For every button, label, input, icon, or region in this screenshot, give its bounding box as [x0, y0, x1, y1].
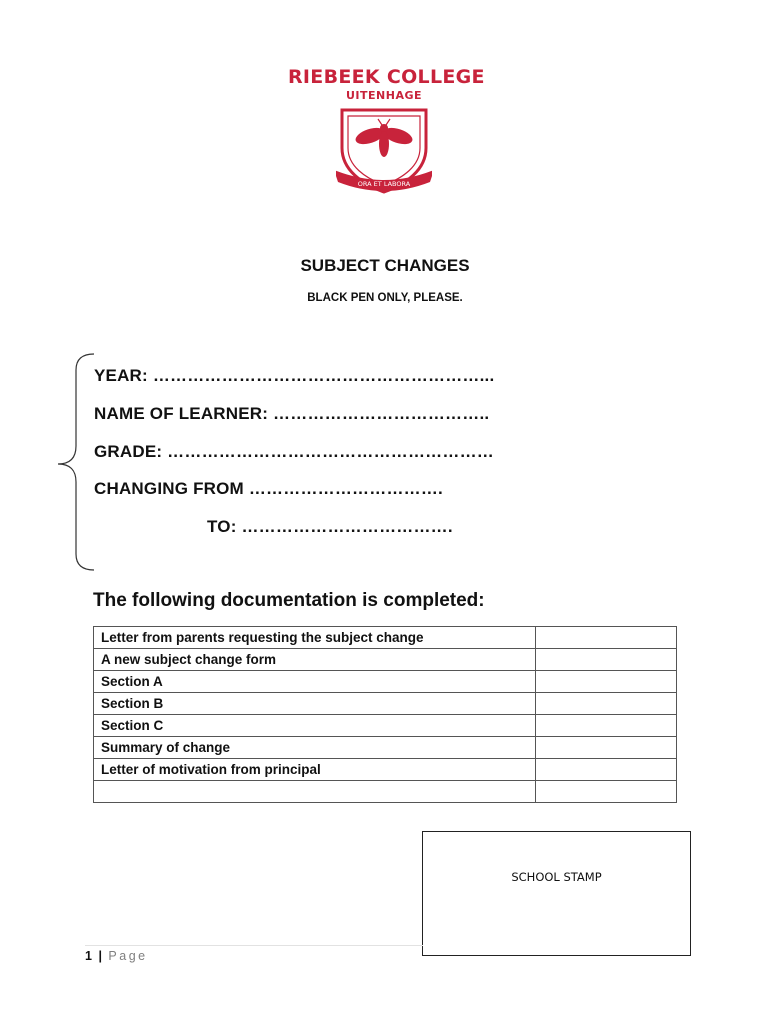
table-row [94, 649, 677, 671]
logo-town: UITENHAGE [345, 89, 422, 102]
doc-item-checkbox[interactable] [536, 693, 677, 715]
doc-item-checkbox[interactable] [536, 759, 677, 781]
doc-item-checkbox[interactable] [536, 781, 677, 803]
doc-item-label: A new subject change form [94, 649, 536, 671]
documentation-heading: The following documentation is completed: [93, 590, 485, 611]
table-row [94, 671, 677, 693]
logo-school-name: RIEBEEK COLLEGE [288, 66, 485, 88]
page-footer [85, 949, 148, 963]
table-row [94, 759, 677, 781]
left-brace-icon [56, 352, 96, 572]
doc-item-label: Section A [94, 671, 536, 693]
doc-item-label: Section B [94, 693, 536, 715]
table-row [94, 781, 677, 803]
doc-item-label: Summary of change [94, 737, 536, 759]
doc-item-label: Section C [94, 715, 536, 737]
page-title: SUBJECT CHANGES [300, 256, 470, 275]
table-row [94, 715, 677, 737]
crest-bee-icon [336, 104, 432, 196]
grade-field[interactable]: GRADE: ………………………………………………… [94, 442, 494, 461]
doc-item-label: Letter of motivation from principal [94, 759, 536, 781]
table-row [94, 627, 677, 649]
doc-item-label: Letter from parents requesting the subject change [94, 627, 536, 649]
doc-item-label[interactable] [94, 781, 536, 803]
svg-text:ORA ET LABORA: ORA ET LABORA [357, 180, 411, 188]
school-logo [288, 62, 485, 204]
footer-separator: | [98, 949, 102, 963]
page-subtitle: BLACK PEN ONLY, PLEASE. [307, 292, 463, 304]
page-label: Page [108, 949, 148, 963]
doc-item-checkbox[interactable] [536, 671, 677, 693]
doc-item-checkbox[interactable] [536, 627, 677, 649]
doc-item-checkbox[interactable] [536, 737, 677, 759]
table-row [94, 693, 677, 715]
changing-from-field[interactable]: CHANGING FROM ……………………………. [94, 479, 443, 498]
doc-item-checkbox[interactable] [536, 649, 677, 671]
learner-name-field[interactable]: NAME OF LEARNER: ……………………………….. [94, 404, 490, 423]
table-row [94, 737, 677, 759]
school-stamp-box [422, 831, 691, 956]
doc-item-checkbox[interactable] [536, 715, 677, 737]
footer-divider [85, 945, 423, 946]
documentation-table [93, 626, 677, 803]
page-number: 1 [85, 949, 92, 963]
changing-to-field[interactable]: TO: ………………………………. [207, 517, 453, 536]
year-field[interactable]: YEAR: …………………………………………………... [94, 366, 495, 385]
school-stamp-label: SCHOOL STAMP [511, 870, 602, 884]
